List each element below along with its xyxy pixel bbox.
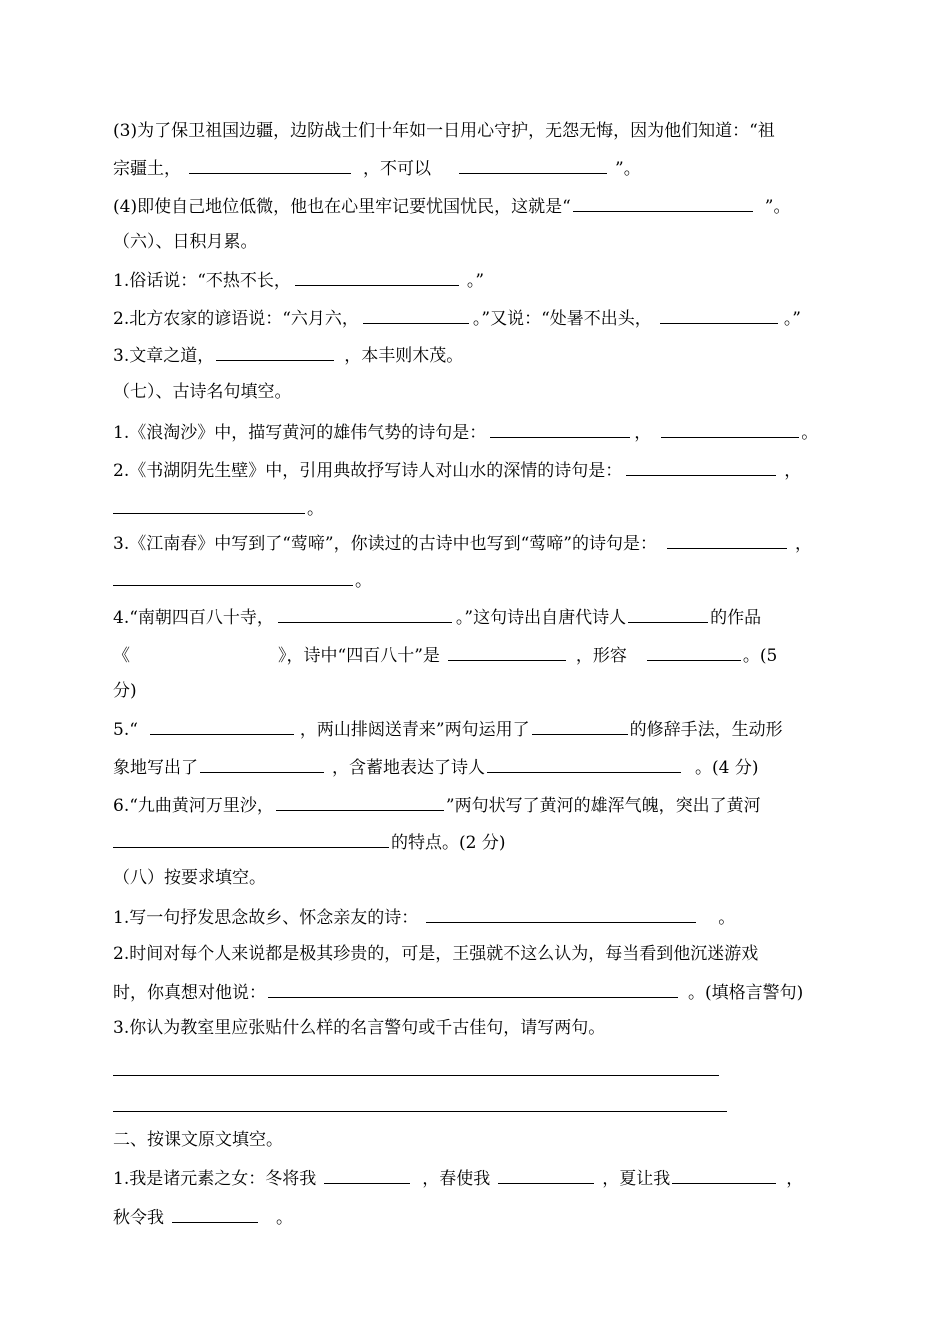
s7-q5-line2: 象地写出了 ，含蓄地表达了诗人 。(4 分) <box>113 758 759 778</box>
s3-line2: 宗疆土， ，不可以 ”。 <box>113 159 641 179</box>
answer-blank[interactable] <box>295 269 459 286</box>
answer-blank[interactable] <box>113 497 305 514</box>
p2-q1-line2: 秋令我 。 <box>113 1208 293 1228</box>
s7-q4-line2: 《 》，诗中“四百八十”是 ，形容 。(5 <box>113 646 778 666</box>
section-8-title: （八）按要求填空。 <box>113 868 266 888</box>
answer-blank[interactable] <box>498 1167 594 1184</box>
answer-blank[interactable] <box>672 1167 776 1184</box>
s7-q3-line1: 3.《江南春》中写到了“莺啼”，你读过的古诗中也写到“莺啼”的诗句是： ， <box>113 534 812 554</box>
p2-q1-line1: 1.我是诸元素之女：冬将我 ，春使我 ，夏让我 ， <box>113 1169 804 1189</box>
answer-blank[interactable] <box>628 606 708 623</box>
s6-q1: 1.俗话说：“不热不长， 。” <box>113 271 485 291</box>
answer-blank[interactable] <box>113 569 353 586</box>
answer-blank[interactable] <box>459 157 607 174</box>
answer-blank[interactable] <box>490 421 630 438</box>
s7-q3-line2: 。 <box>113 569 372 589</box>
s7-q4-line1: 4.“南朝四百八十寺， 。”这句诗出自唐代诗人 的作品 <box>113 608 762 628</box>
s7-q6-line2: 的特点。(2 分) <box>113 831 505 851</box>
answer-blank[interactable] <box>626 459 776 476</box>
answer-blank[interactable] <box>324 1167 410 1184</box>
s7-q4-line3: 分) <box>113 681 137 701</box>
answer-blank[interactable] <box>216 344 334 361</box>
answer-blank[interactable] <box>189 157 351 174</box>
s4-line: (4)即使自己地位低微，他也在心里牢记要忧国忧民，这就是“ ”。 <box>113 197 791 217</box>
answer-line[interactable] <box>113 1075 719 1076</box>
answer-blank[interactable] <box>448 644 566 661</box>
s7-q2-line2: 。 <box>113 497 324 517</box>
s7-q6-line1: 6.“九曲黄河万里沙， ”两句状写了黄河的雄浑气魄，突出了黄河 <box>113 796 761 816</box>
answer-blank[interactable] <box>661 421 799 438</box>
answer-blank[interactable] <box>647 644 741 661</box>
answer-line[interactable] <box>113 1111 727 1112</box>
s7-q5-line1: 5.“ ，两山排闼送青来”两句运用了 的修辞手法，生动形 <box>113 720 783 740</box>
s8-q1: 1.写一句抒发思念故乡、怀念亲友的诗： 。 <box>113 908 736 928</box>
answer-blank[interactable] <box>532 718 628 735</box>
answer-blank[interactable] <box>276 794 444 811</box>
answer-blank[interactable] <box>200 756 324 773</box>
answer-blank[interactable] <box>573 195 753 212</box>
answer-blank[interactable] <box>660 307 778 324</box>
section-6-title: （六）、日积月累。 <box>113 232 258 252</box>
answer-blank[interactable] <box>667 532 787 549</box>
s8-q3: 3.你认为教室里应张贴什么样的名言警句或千古佳句，请写两句。 <box>113 1018 606 1038</box>
s7-q1: 1.《浪淘沙》中，描写黄河的雄伟气势的诗句是： ， 。 <box>113 423 819 443</box>
answer-blank[interactable] <box>268 981 678 998</box>
answer-blank[interactable] <box>150 718 294 735</box>
answer-blank[interactable] <box>113 831 389 848</box>
answer-blank[interactable] <box>278 606 452 623</box>
answer-blank[interactable] <box>363 307 469 324</box>
s6-q2: 2.北方农家的谚语说：“六月六， 。”又说：“处暑不出头， 。” <box>113 309 802 329</box>
s6-q3: 3.文章之道， ，本丰则木茂。 <box>113 346 464 366</box>
s8-q2-line2: 时，你真想对他说： 。(填格言警句) <box>113 983 804 1003</box>
answer-blank[interactable] <box>426 906 696 923</box>
s7-q2-line1: 2.《书湖阴先生壁》中，引用典故抒写诗人对山水的深情的诗句是： ， <box>113 461 802 481</box>
s3-line1: (3)为了保卫祖国边疆，边防战士们十年如一日用心守护，无怨无悔，因为他们知道：“祖 <box>113 121 775 141</box>
answer-blank[interactable] <box>487 756 681 773</box>
s8-q2-line1: 2.时间对每个人来说都是极其珍贵的，可是，王强就不这么认为，每当看到他沉迷游戏 <box>113 944 759 964</box>
answer-blank[interactable] <box>172 1206 258 1223</box>
part-2-title: 二、按课文原文填空。 <box>113 1130 283 1150</box>
section-7-title: （七）、古诗名句填空。 <box>113 382 292 402</box>
